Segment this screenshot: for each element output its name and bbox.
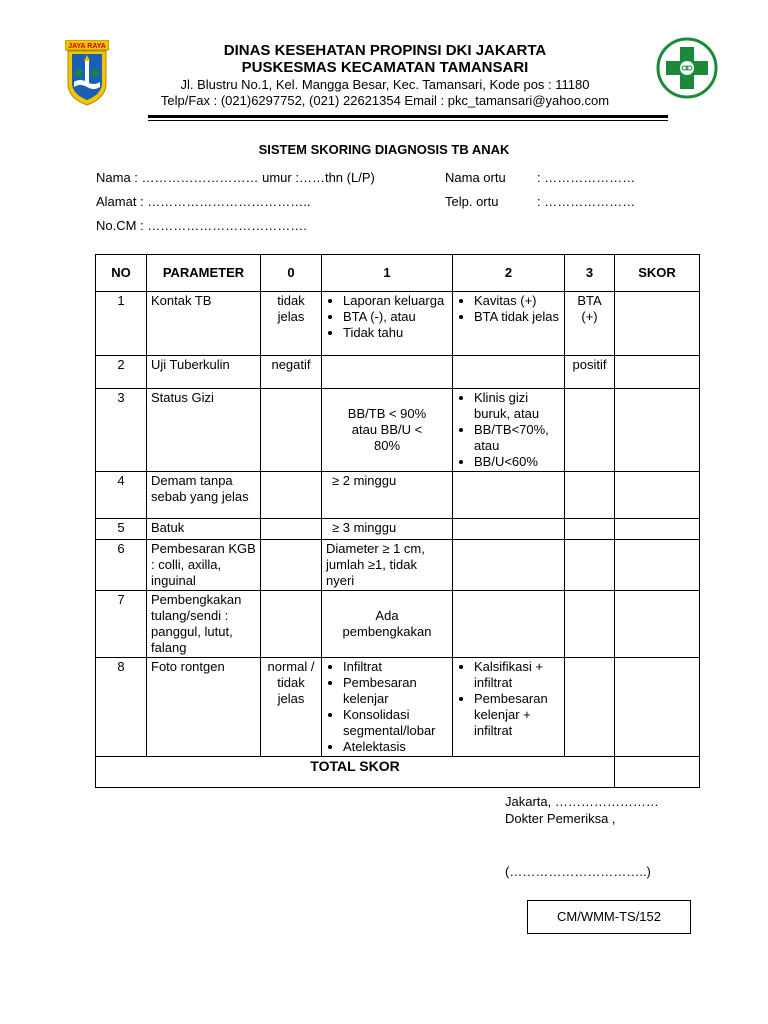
row-score-0: negatif [261,356,322,389]
row-no: 5 [96,519,147,540]
table-header-row [96,255,700,292]
field-alamat: Alamat : ……………………………….. [96,194,311,209]
list-item: • BTA (-), atau [343,309,448,325]
signature-role: Dokter Pemeriksa , [505,811,616,826]
row-score-1: ≥ 3 minggu [322,519,453,540]
row-parameter: Status Gizi [147,389,261,472]
field-nama-ortu-value: : ………………… [537,170,636,185]
row-score-2 [453,591,565,658]
row-score-3 [565,658,615,757]
row-no: 4 [96,472,147,519]
table-row [96,356,700,389]
table-row [96,292,700,356]
row-score-2 [453,292,565,356]
list-item: • BB/U<60% [474,454,560,470]
row-no: 3 [96,389,147,472]
list-item: • Pembesaran kelenjar + infiltrat [474,691,560,739]
list-item: • Infiltrat [343,659,448,675]
row-parameter: Demam tanpa sebab yang jelas [147,472,261,519]
table-row [96,658,700,757]
col-header-score-3: 3 [565,255,615,292]
row-score-2 [453,658,565,757]
row-no: 8 [96,658,147,757]
header-rule-thin [148,120,668,121]
form-title: SISTEM SKORING DIAGNOSIS TB ANAK [258,142,510,157]
row-score-0 [261,519,322,540]
row-score-1: BB/TB < 90% atau BB/U < 80% [322,389,453,472]
list-item: • BB/TB<70%, atau [474,422,560,454]
total-label: TOTAL SKOR [96,757,615,788]
row-skor-cell [615,591,700,658]
col-header-score-2: 2 [453,255,565,292]
row-skor-cell [615,519,700,540]
row-score-0: normal / tidak jelas [261,658,322,757]
table-row [96,591,700,658]
row-score-3 [565,389,615,472]
row-score-3: BTA (+) [565,292,615,356]
list-item: • Tidak tahu [343,325,448,341]
list-item: • Pembesaran kelenjar [343,675,448,707]
row-score-1: Ada pembengkakan [322,591,453,658]
total-row [96,757,700,788]
row-skor-cell [615,292,700,356]
col-header-score-0: 0 [261,255,322,292]
row-score-2 [453,389,565,472]
row-score-1 [322,658,453,757]
row-skor-cell [615,356,700,389]
col-header-score-1: 1 [322,255,453,292]
crest-banner-text: JAYA RAYA [68,43,106,50]
row-score-3 [565,472,615,519]
row-score-3 [565,591,615,658]
row-score-1: ≥ 2 minggu [322,472,453,519]
row-parameter: Batuk [147,519,261,540]
list-item: • Laporan keluarga [343,293,448,309]
row-skor-cell [615,540,700,591]
row-score-2 [453,519,565,540]
clinic-name: PUSKESMAS KECAMATAN TAMANSARI [241,59,529,76]
row-score-0: tidak jelas [261,292,322,356]
clinic-contact: Telp/Fax : (021)6297752, (021) 22621354 Email : pkc_tamansari@yahoo.com [160,93,610,108]
list-item: • BTA tidak jelas [474,309,560,325]
signature-place: Jakarta, …………………… [505,794,659,809]
row-score-0 [261,540,322,591]
row-no: 2 [96,356,147,389]
row-score-3 [565,519,615,540]
field-telp-ortu-label: Telp. ortu [445,194,499,209]
row-parameter: Foto rontgen [147,658,261,757]
clinic-address: Jl. Blustru No.1, Kel. Mangga Besar, Kec. Tamansari, Kode pos : 11180 [180,77,590,92]
table-row [96,472,700,519]
row-score-1: Diameter ≥ 1 cm, jumlah ≥1, tidak nyeri [322,540,453,591]
document-code: CM/WMM-TS/152 [527,900,691,934]
row-no: 6 [96,540,147,591]
scoring-table [95,254,700,788]
puskesmas-logo [656,37,718,99]
row-no: 1 [96,292,147,356]
total-skor-cell [615,757,700,788]
row-parameter: Pembesaran KGB : colli, axilla, inguinal [147,540,261,591]
row-skor-cell [615,389,700,472]
row-score-1 [322,292,453,356]
col-header-no: NO [96,255,147,292]
row-parameter: Uji Tuberkulin [147,356,261,389]
table-row [96,389,700,472]
field-nama-ortu-label: Nama ortu [445,170,506,185]
header-rule-thick [148,115,668,118]
col-header-parameter: PARAMETER [147,255,261,292]
row-no: 7 [96,591,147,658]
field-telp-ortu-value: : ………………… [537,194,636,209]
row-score-1 [322,356,453,389]
row-score-3: positif [565,356,615,389]
table-row [96,519,700,540]
signature-name: (…………………………..) [505,864,651,879]
agency-name: DINAS KESEHATAN PROPINSI DKI JAKARTA [223,42,547,59]
list-item: • Atelektasis [343,739,448,755]
row-score-0 [261,591,322,658]
list-item: • Kalsifikasi + infiltrat [474,659,560,691]
row-score-2 [453,356,565,389]
row-score-3 [565,540,615,591]
row-parameter: Kontak TB [147,292,261,356]
row-skor-cell [615,658,700,757]
list-item: • Konsolidasi segmental/lobar [343,707,448,739]
row-score-0 [261,389,322,472]
list-item: • Klinis gizi buruk, atau [474,390,560,422]
row-skor-cell [615,472,700,519]
field-nama-umur: Nama : ……………………… umur :……thn (L/P) [96,170,375,185]
row-score-2 [453,472,565,519]
field-nocm: No.CM : ………………………………. [96,218,307,233]
table-row [96,540,700,591]
row-score-2 [453,540,565,591]
row-score-0 [261,472,322,519]
row-parameter: Pembengkakan tulang/sendi : panggul, lutut, falang [147,591,261,658]
list-item: • Kavitas (+) [474,293,560,309]
jakarta-crest-logo [65,40,109,106]
col-header-skor: SKOR [615,255,700,292]
